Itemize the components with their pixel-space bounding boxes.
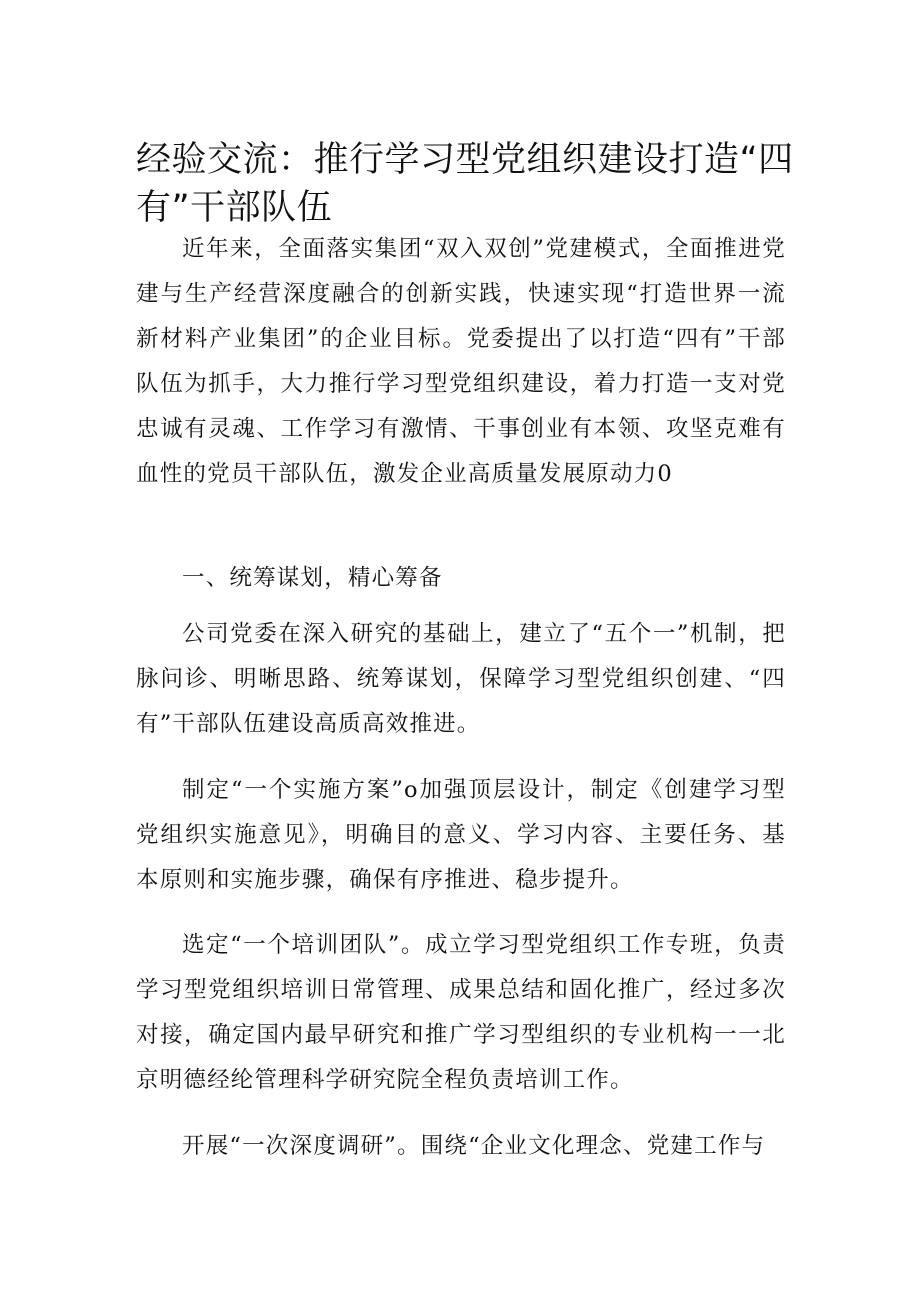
paragraph-training-team: 选定“一个培训团队”。成立学习型党组织工作专班，负责学习型党组织培训日常管理、成果总结和固化推广，经过多次对接，确定国内最早研究和推广学习型组织的专业机构一一北京明德经纶管理科学研究院全程负责培训工作。 — [136, 932, 786, 1093]
intro-paragraph: 近年来，全面落实集团“双入双创”党建模式，全面推进党建与生产经营深度融合的创新实践，快速实现“打造世界一流新材料产业集团”的企业目标。党委提出了以打造“四有”干部队伍为抓手，大力推行学习型党组织建设，着力打造一支对党忠诚有灵魂、工作学习有激情、干事创业有本领、攻坚克难有血性的党员干部队伍，激发企业高质量发展原动力0 — [136, 236, 786, 487]
paragraph-five-mechanisms: 公司党委在深入研究的基础上，建立了“五个一”机制，把脉问诊、明晰思路、统筹谋划，保障学习型党组织创建、“四有”干部队伍建设高质高效推进。 — [136, 621, 786, 737]
document-title: 经验交流：推行学习型党组织建设打造“四有”干部队伍 — [136, 140, 794, 228]
section-heading-1: 一、统筹谋划，精心筹备 — [182, 565, 443, 591]
paragraph-research: 开展“一次深度调研”。围绕“企业文化理念、党建工作与 — [182, 1133, 766, 1159]
paragraph-implementation-plan: 制定“一个实施方案”o加强顶层设计，制定《创建学习型党组织实施意见》，明确目的意义、学习内容、主要任务、基本原则和实施步骤，确保有序推进、稳步提升。 — [136, 777, 786, 893]
